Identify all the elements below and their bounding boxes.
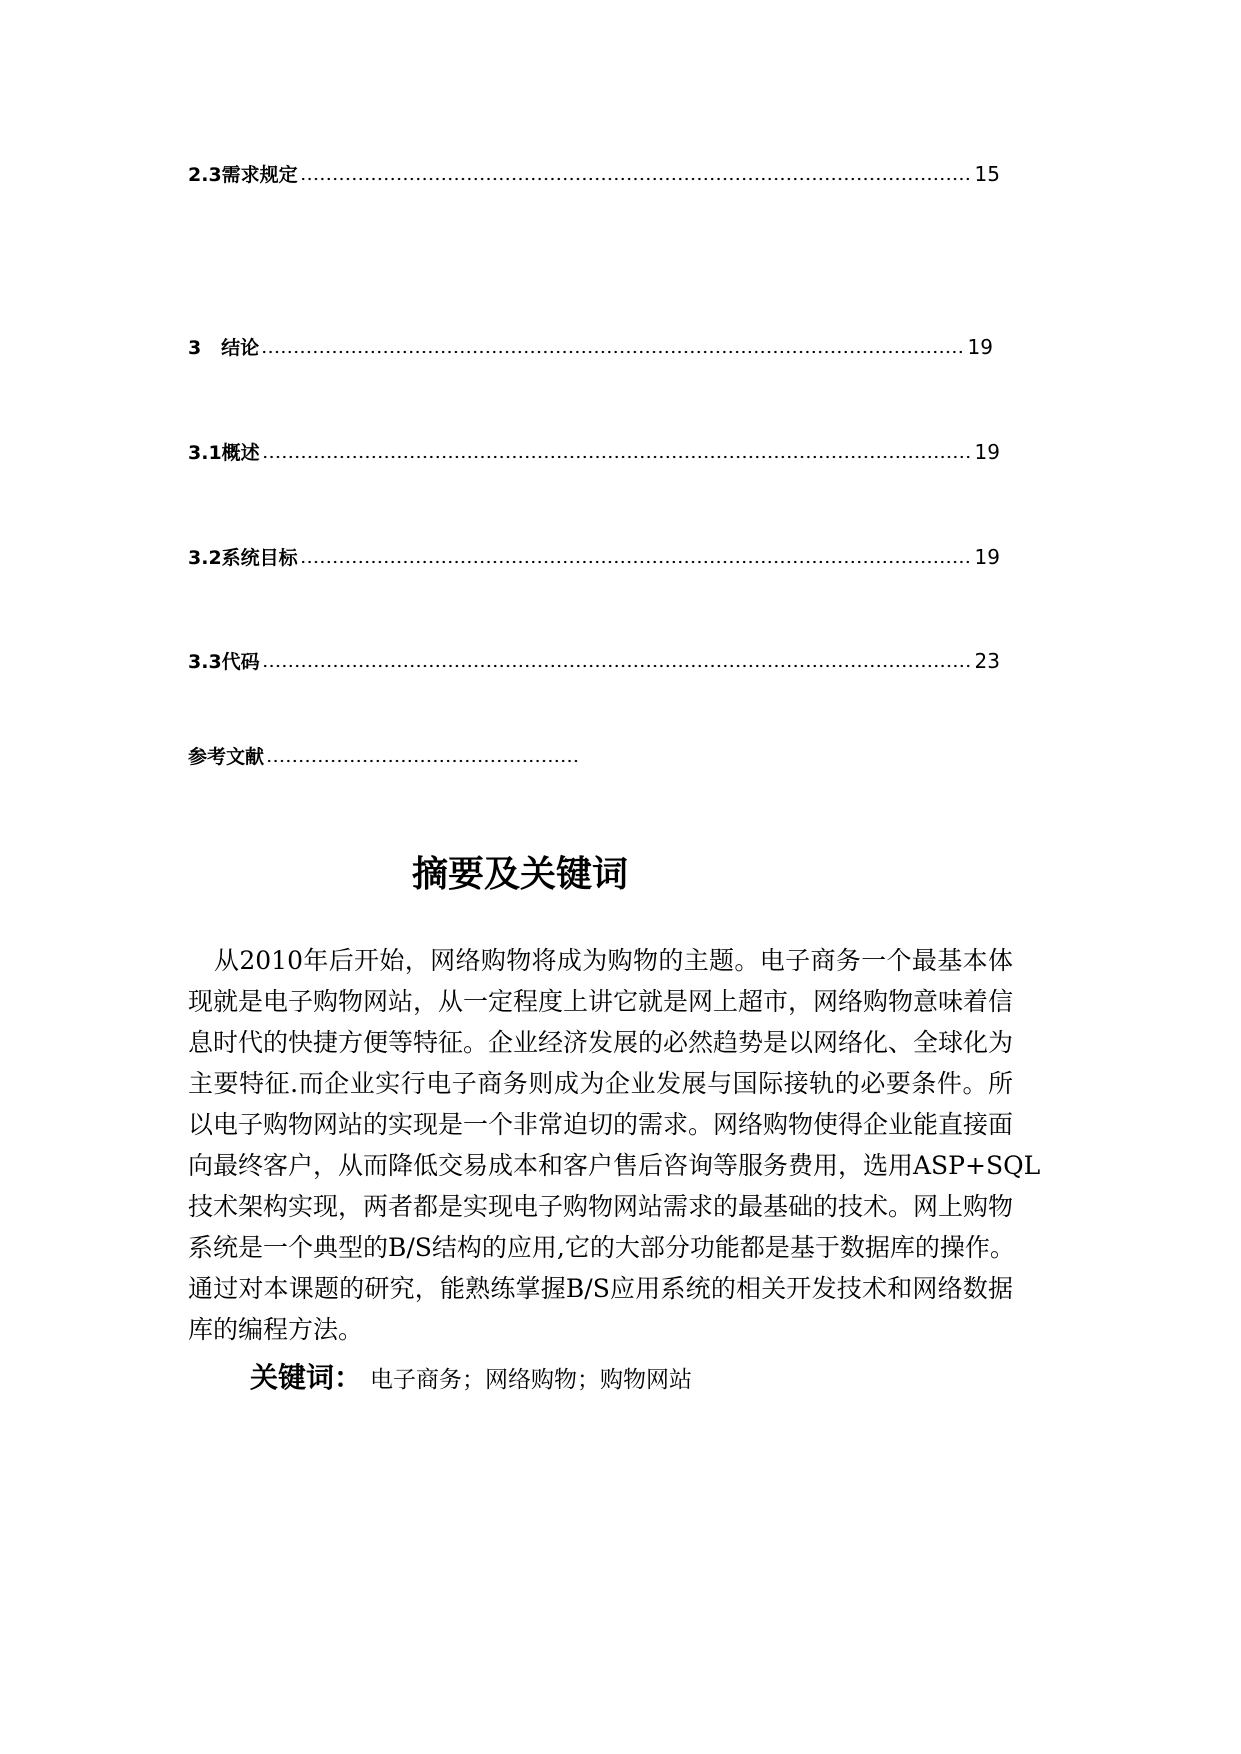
abstract-line: 以电子购物网站的实现是一个非常迫切的需求。网络购物使得企业能直接面: [188, 1110, 1014, 1139]
toc-entry-label: 2.3需求规定: [188, 164, 298, 186]
toc-dot-leader: [266, 759, 581, 763]
abstract-line: 从2010年后开始，网络购物将成为购物的主题。电子商务一个最基本体: [214, 946, 1013, 975]
toc-entry-page: 23: [974, 649, 1000, 673]
toc-entry-page: 15: [974, 162, 1000, 186]
toc-dot-leader: [300, 177, 973, 181]
toc-entry-label: 3 结论: [188, 337, 260, 359]
toc-entry: [188, 161, 1000, 187]
abstract-paragraph: [188, 940, 1041, 1350]
toc-entry-page: 19: [974, 545, 1000, 569]
toc-entry-label: 3.2系统目标: [188, 547, 298, 569]
toc-dot-leader: [261, 350, 965, 354]
toc-dot-leader: [262, 664, 973, 668]
toc-entry-label: 参考文献: [188, 746, 265, 768]
abstract-title: 摘要及关键词: [411, 854, 628, 895]
toc-dot-leader: [262, 455, 973, 459]
keywords-line: [250, 1358, 692, 1400]
abstract-line: 通过对本课题的研究，能熟练掌握B/S应用系统的相关开发技术和网络数据: [188, 1274, 1013, 1303]
keywords-label: 关键词：: [250, 1361, 363, 1394]
abstract-line: 系统是一个典型的B/S结构的应用,它的大部分功能都是基于数据库的操作。: [188, 1233, 1015, 1262]
toc-entry: [188, 334, 993, 360]
toc-entry-label: 3.1概述: [188, 442, 260, 464]
toc-entry: [188, 544, 1000, 570]
toc-entry-page: 19: [974, 440, 1000, 464]
abstract-line: 息时代的快捷方便等特征。企业经济发展的必然趋势是以网络化、全球化为: [188, 1028, 1014, 1057]
abstract-line: 库的编程方法。: [188, 1315, 364, 1344]
abstract-line: 技术架构实现，两者都是实现电子购物网站需求的最基础的技术。网上购物: [188, 1192, 1014, 1221]
toc-entry: [188, 648, 1000, 674]
toc-entry: [188, 439, 1000, 465]
toc-entry-page: 19: [967, 335, 993, 359]
keywords-value: 电子商务；网络购物；购物网站: [370, 1367, 693, 1393]
abstract-line: 现就是电子购物网站，从一定程度上讲它就是网上超市，网络购物意味着信: [188, 987, 1014, 1016]
toc-entry-label: 3.3代码: [188, 651, 260, 673]
toc-entry-references: [188, 744, 583, 770]
abstract-line: 向最终客户，从而降低交易成本和客户售后咨询等服务费用，选用ASP+SQL: [188, 1151, 1041, 1180]
toc-dot-leader: [300, 560, 973, 564]
abstract-line: 主要特征.而企业实行电子商务则成为企业发展与国际接轨的必要条件。所: [188, 1069, 1013, 1098]
